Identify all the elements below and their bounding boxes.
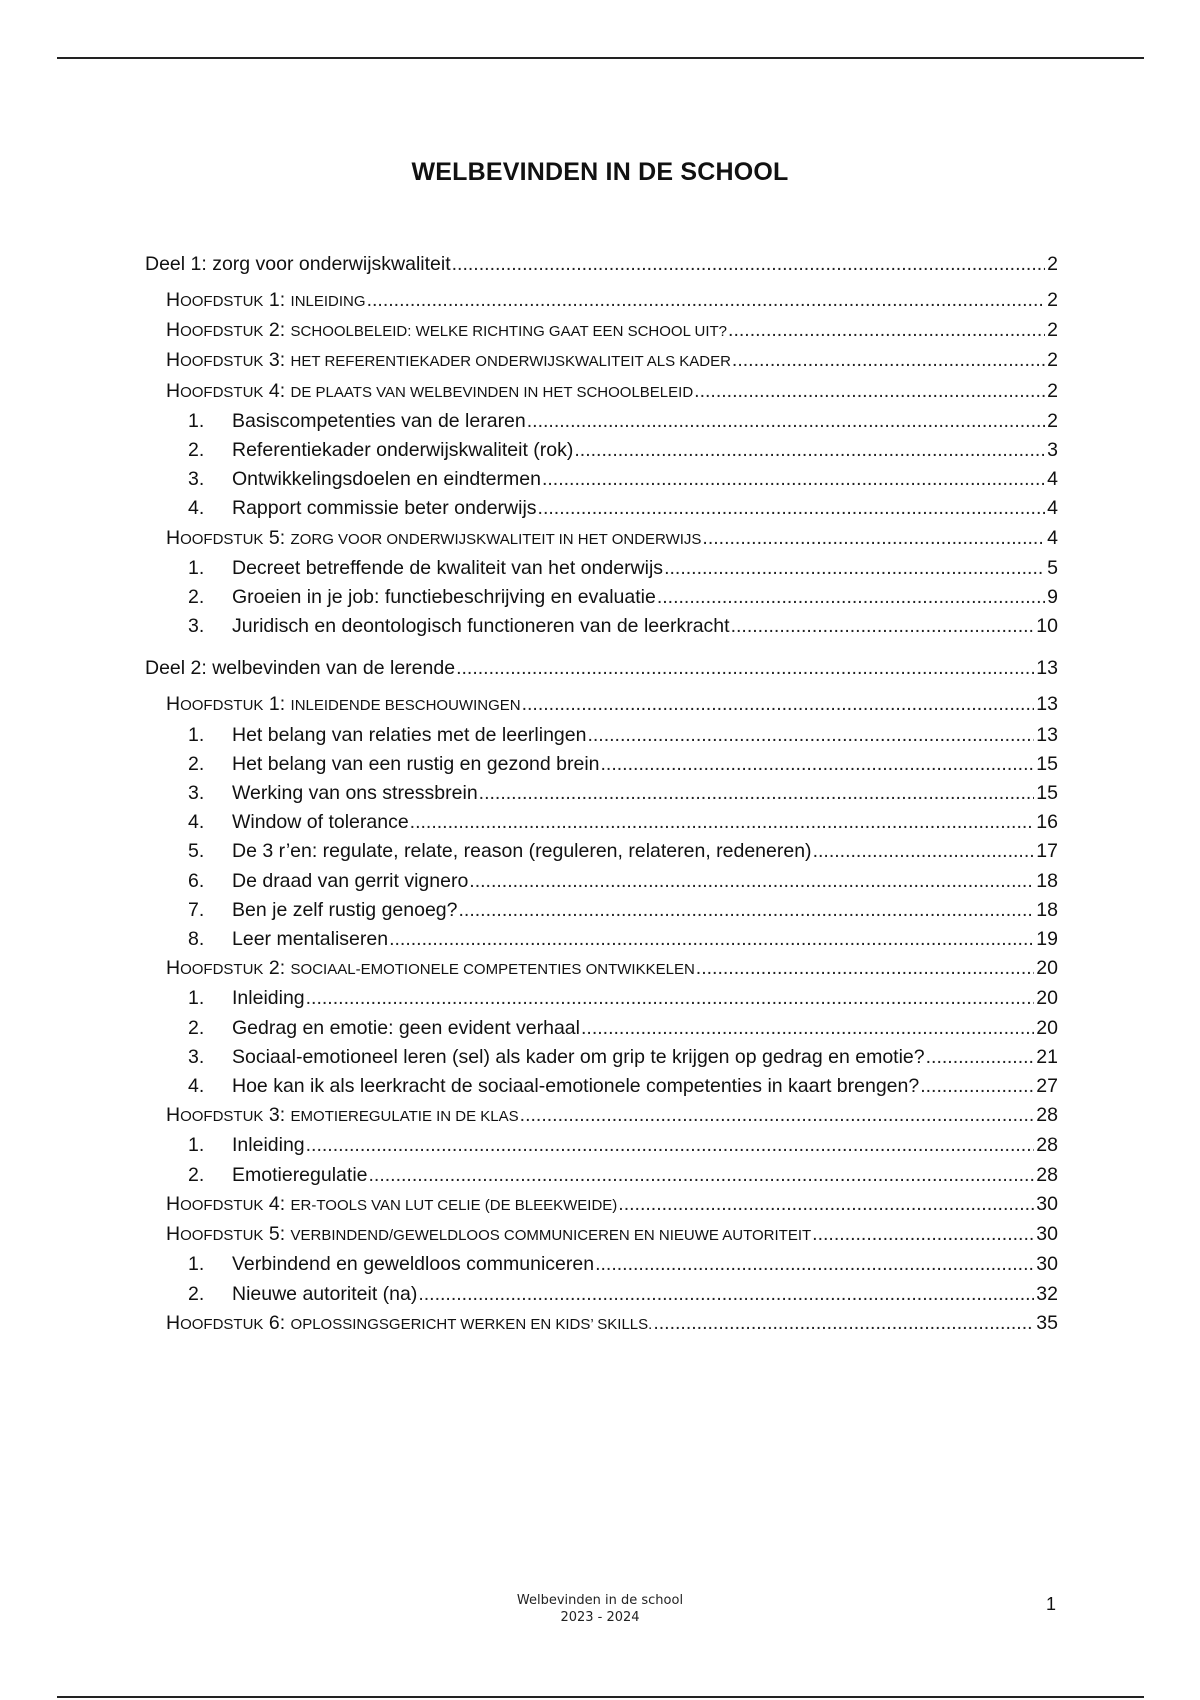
dot-leader: [522, 690, 1035, 719]
toc-page-number: 28: [1036, 1163, 1058, 1186]
toc-chapter[interactable]: [145, 316, 1058, 346]
toc-item-label: Gedrag en emotie: geen evident verhaal: [232, 1016, 580, 1039]
toc-item-label: Ontwikkelingsdoelen en eindtermen: [232, 468, 541, 491]
footer-document-name: Welbevinden in de school: [516, 1593, 684, 1608]
toc-page-number: 2: [1047, 349, 1058, 372]
toc-page-number: 9: [1047, 586, 1058, 609]
toc-page-number: 20: [1036, 1016, 1058, 1039]
toc-item[interactable]: 3. Ontwikkelingsdoelen en eindtermen ..... 4: [145, 465, 1058, 494]
toc-page-number: 4: [1047, 526, 1058, 549]
toc-chapter-label: HOOFDSTUK 3: EMOTIEREGULATIE IN DE KLAS: [166, 1104, 519, 1127]
dot-leader: [520, 1101, 1035, 1130]
toc-item[interactable]: 4. Hoe kan ik als leerkracht de sociaal-emotionele competenties in kaart brengen? ..... 27: [145, 1072, 1058, 1101]
toc-chapter-label: HOOFDSTUK 3: HET REFERENTIEKADER ONDERWIJSKWALITEIT ALS KADER: [166, 349, 731, 372]
dot-leader: [456, 654, 1034, 682]
toc-page-number: 2: [1047, 409, 1058, 432]
document-title: WELBEVINDEN IN DE SCHOOL: [411, 158, 789, 186]
toc-page-number: 15: [1036, 752, 1058, 775]
toc-page-number: 18: [1036, 898, 1058, 921]
toc-item[interactable]: 1. Inleiding ..... 20: [145, 984, 1058, 1013]
toc-chapter-label: HOOFDSTUK 1: INLEIDING: [166, 289, 366, 311]
toc-page-number: 20: [1036, 957, 1058, 980]
toc-item[interactable]: 2. Emotieregulatie ..... 28: [145, 1161, 1058, 1190]
toc-page-number: 2: [1047, 319, 1058, 342]
footer-school-year: 2023 - 2024: [560, 1610, 640, 1625]
toc-item[interactable]: 2. Referentiekader onderwijskwaliteit (rok) ..... 3: [145, 436, 1058, 465]
footer-rule: [57, 1696, 1144, 1698]
toc-chapter[interactable]: [145, 1190, 1058, 1220]
toc-part-label: Deel 2: welbevinden van de lerende: [145, 657, 456, 680]
toc-item[interactable]: 1. Verbindend en geweldloos communiceren ..... 30: [145, 1250, 1058, 1279]
toc-item[interactable]: 1. Inleiding ..... 28: [145, 1131, 1058, 1160]
toc-chapter[interactable]: [145, 286, 1058, 316]
toc-page-number: 2: [1047, 289, 1058, 311]
toc-item-label: Hoe kan ik als leerkracht de sociaal-emotionele competenties in kaart brengen?: [232, 1075, 920, 1098]
toc-item[interactable]: 2. Groeien in je job: functiebeschrijving en evaluatie ..... 9: [145, 583, 1058, 612]
dot-leader: [694, 377, 1045, 406]
toc-chapter-label: HOOFDSTUK 6: OPLOSSINGSGERICHT WERKEN EN KIDS’ SKILLS.: [166, 1311, 653, 1334]
page-footer: [0, 1592, 1200, 1626]
dot-leader: [696, 954, 1035, 983]
toc-item[interactable]: 1. Basiscompetenties van de leraren ..... 2: [145, 407, 1058, 436]
toc-page-number: 27: [1036, 1075, 1058, 1098]
dot-leader: [702, 524, 1045, 553]
dot-leader: [452, 250, 1046, 278]
table-of-contents: [145, 250, 1058, 1339]
dot-leader: [812, 1220, 1034, 1249]
toc-page-number: 2: [1047, 379, 1058, 402]
toc-page-number: 35: [1036, 1311, 1058, 1334]
toc-page-number: 10: [1036, 615, 1058, 638]
toc-item[interactable]: 8. Leer mentaliseren ..... 19: [145, 925, 1058, 954]
toc-item[interactable]: 3. Sociaal-emotioneel leren (sel) als kader om grip te krijgen op gedrag en emotie? ..... 21: [145, 1043, 1058, 1072]
toc-page-number: 3: [1047, 439, 1058, 462]
toc-page-number: 5: [1047, 556, 1058, 579]
toc-page-number: 32: [1036, 1282, 1058, 1305]
toc-item-label: De draad van gerrit vignero: [232, 869, 469, 892]
toc-chapter-label: HOOFDSTUK 4: DE PLAATS VAN WELBEVINDEN IN HET SCHOOLBELEID: [166, 379, 694, 402]
toc-page-number: 13: [1036, 657, 1058, 680]
toc-item[interactable]: 1. Het belang van relaties met de leerlingen ..... 13: [145, 721, 1058, 750]
toc-chapter[interactable]: [145, 690, 1058, 720]
header-rule: [57, 57, 1144, 59]
toc-item-label: Sociaal-emotioneel leren (sel) als kader om grip te krijgen op gedrag en emotie?: [232, 1045, 925, 1068]
toc-item[interactable]: 4. Rapport commissie beter onderwijs ..... 4: [145, 494, 1058, 523]
toc-page-number: 28: [1036, 1134, 1058, 1157]
toc-part-label: Deel 1: zorg voor onderwijskwaliteit: [145, 253, 451, 275]
toc-item[interactable]: 7. Ben je zelf rustig genoeg? ..... 18: [145, 896, 1058, 925]
toc-part-1[interactable]: [145, 250, 1058, 278]
toc-page-number: 21: [1036, 1045, 1058, 1068]
toc-page-number: 20: [1036, 987, 1058, 1010]
toc-page-number: 13: [1036, 723, 1058, 746]
toc-page-number: 18: [1036, 869, 1058, 892]
toc-item-label: Inleiding: [232, 987, 305, 1010]
toc-chapter-label: HOOFDSTUK 4: ER-TOOLS VAN LUT CELIE (DE BLEEKWEIDE): [166, 1192, 618, 1215]
toc-item-label: Basiscompetenties van de leraren: [232, 409, 526, 432]
toc-item-label: Groeien in je job: functiebeschrijving en evaluatie: [232, 586, 656, 609]
toc-chapter[interactable]: [145, 1309, 1058, 1339]
page-number: 1: [1046, 1594, 1057, 1614]
toc-item-label: Werking van ons stressbrein: [232, 782, 478, 805]
toc-chapter[interactable]: [145, 524, 1058, 554]
toc-page-number: 19: [1036, 928, 1058, 951]
toc-chapter[interactable]: [145, 954, 1058, 984]
toc-item-label: Decreet betreffende de kwaliteit van het onderwijs: [232, 556, 664, 579]
toc-item-label: Nieuwe autoriteit (na): [232, 1282, 418, 1305]
toc-chapter-label: HOOFDSTUK 2: SOCIAAL-EMOTIONELE COMPETENTIES ONTWIKKELEN: [166, 957, 695, 980]
toc-item-label: Window of tolerance: [232, 811, 409, 834]
toc-item[interactable]: 3. Werking van ons stressbrein ..... 15: [145, 779, 1058, 808]
toc-item-label: Het belang van relaties met de leerlingen: [232, 723, 587, 746]
toc-item[interactable]: 2. Het belang van een rustig en gezond brein ..... 15: [145, 750, 1058, 779]
toc-chapter-label: HOOFDSTUK 2: SCHOOLBELEID: WELKE RICHTING GAAT EEN SCHOOL UIT?: [166, 319, 728, 342]
toc-chapter[interactable]: [145, 377, 1058, 407]
toc-chapter[interactable]: [145, 1220, 1058, 1250]
toc-item[interactable]: 5. De 3 r’en: regulate, relate, reason (reguleren, relateren, redeneren) ..... 17: [145, 837, 1058, 866]
toc-item[interactable]: 3. Juridisch en deontologisch functioneren van de leerkracht ..... 10: [145, 612, 1058, 641]
dot-leader: [732, 346, 1045, 375]
toc-item[interactable]: 2. Nieuwe autoriteit (na) ..... 32: [145, 1280, 1058, 1309]
toc-page-number: 2: [1047, 253, 1058, 275]
toc-item-label: Leer mentaliseren: [232, 928, 389, 951]
toc-chapter-label: HOOFDSTUK 5: VERBINDEND/GEWELDLOOS COMMUNICEREN EN NIEUWE AUTORITEIT: [166, 1223, 812, 1246]
toc-item-label: Inleiding: [232, 1134, 305, 1157]
toc-item-label: Ben je zelf rustig genoeg?: [232, 898, 458, 921]
toc-page-number: 15: [1036, 782, 1058, 805]
toc-page-number: 16: [1036, 811, 1058, 834]
toc-item-label: Verbindend en geweldloos communiceren: [232, 1253, 595, 1276]
toc-item[interactable]: 1. Decreet betreffende de kwaliteit van het onderwijs ..... 5: [145, 554, 1058, 583]
toc-page-number: 4: [1047, 497, 1058, 520]
toc-chapter-label: HOOFDSTUK 5: ZORG VOOR ONDERWIJSKWALITEIT IN HET ONDERWIJS: [166, 526, 702, 549]
toc-part-2[interactable]: [145, 654, 1058, 682]
toc-chapter-label: HOOFDSTUK 1: INLEIDENDE BESCHOUWINGEN: [166, 693, 521, 716]
toc-page-number: 17: [1036, 840, 1058, 863]
toc-page-number: 30: [1036, 1192, 1058, 1215]
toc-chapter[interactable]: [145, 346, 1058, 376]
toc-item-label: Juridisch en deontologisch functioneren van de leerkracht: [232, 615, 730, 638]
toc-chapter[interactable]: [145, 1101, 1058, 1131]
toc-page-number: 30: [1036, 1223, 1058, 1246]
toc-page-number: 13: [1036, 693, 1058, 716]
toc-page-number: 4: [1047, 468, 1058, 491]
toc-page-number: 30: [1036, 1253, 1058, 1276]
toc-item[interactable]: 2. Gedrag en emotie: geen evident verhaal ..... 20: [145, 1014, 1058, 1043]
toc-item-label: Emotieregulatie: [232, 1163, 368, 1186]
toc-item-label: Referentiekader onderwijskwaliteit (rok): [232, 439, 574, 462]
toc-item[interactable]: 6. De draad van gerrit vignero ..... 18: [145, 867, 1058, 896]
toc-item-label: De 3 r’en: regulate, relate, reason (reguleren, relateren, redeneren): [232, 840, 812, 863]
dot-leader: [618, 1190, 1034, 1219]
dot-leader: [367, 286, 1046, 315]
toc-item[interactable]: 4. Window of tolerance ..... 16: [145, 808, 1058, 837]
toc-item-label: Rapport commissie beter onderwijs: [232, 497, 537, 520]
dot-leader: [728, 316, 1045, 345]
toc-page-number: 28: [1036, 1104, 1058, 1127]
dot-leader: [653, 1309, 1034, 1338]
toc-item-label: Het belang van een rustig en gezond brein: [232, 752, 600, 775]
